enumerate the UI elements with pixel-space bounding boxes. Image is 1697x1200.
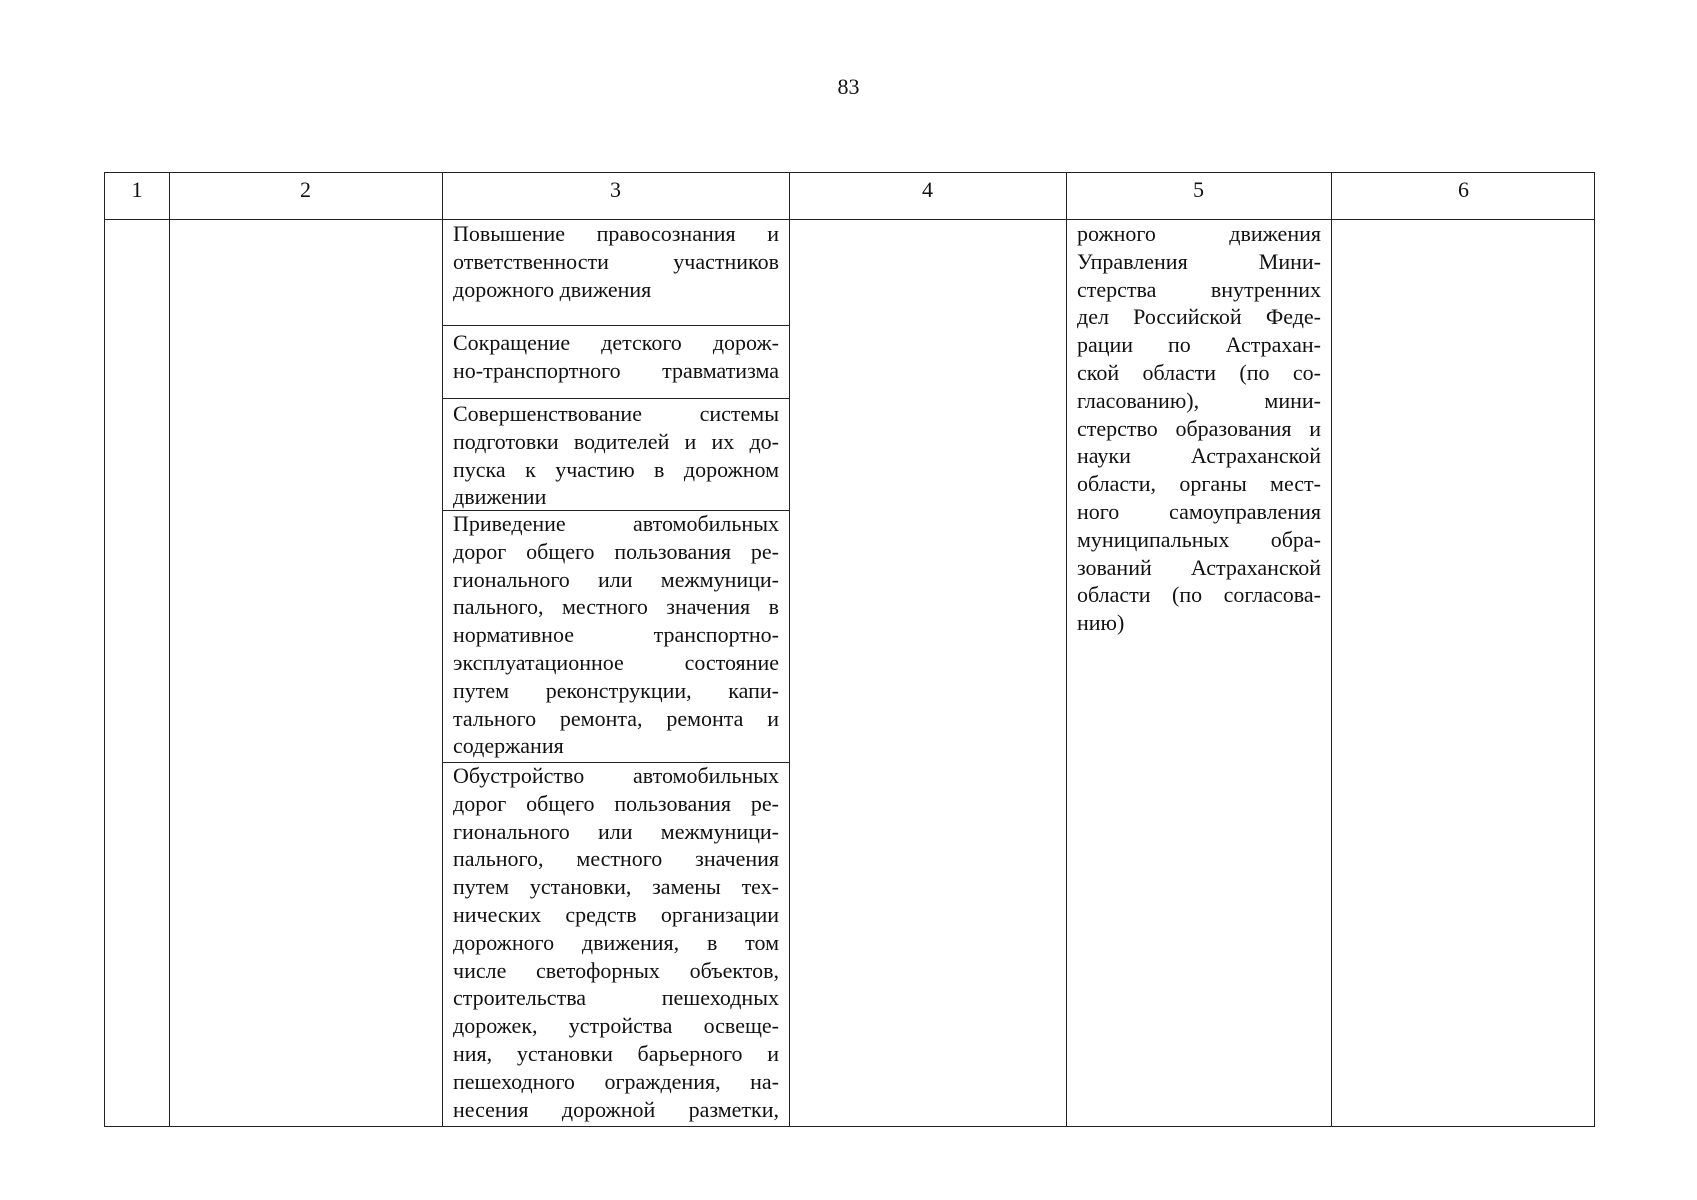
text-line: стерства внутренних	[1077, 276, 1321, 302]
text-line: Приведение автомобильных	[453, 511, 779, 536]
text-line: Обустройство автомобильных	[453, 763, 779, 788]
text-line: путем установки, замены тех-	[453, 874, 779, 900]
header-cell-2: 2	[300, 177, 311, 202]
text-line: пешеходного ограждения, на-	[453, 1068, 779, 1094]
text-line: рации по Астрахан-	[1077, 332, 1321, 358]
text-line: строительства пешеходных	[453, 985, 779, 1011]
text-line: дорожек, устройства освеще-	[453, 1013, 779, 1039]
text-line: тального ремонта, ремонта и	[453, 705, 779, 731]
text-line: Управления Мини-	[1077, 248, 1321, 274]
header-divider	[105, 219, 1594, 220]
text-line: дорожного движения, в том	[453, 929, 779, 955]
text-line: Повышение правосознания и	[453, 221, 779, 246]
header-cell-3: 3	[610, 177, 621, 202]
measure-cell	[453, 762, 779, 1123]
text-line: эксплуатационное состояние	[453, 649, 779, 675]
table	[104, 172, 1595, 1127]
text-line: движении	[453, 484, 547, 510]
text-line: пуска к участию в дорожном	[453, 456, 779, 482]
row-divider	[442, 398, 789, 399]
text-line: ответственности участников	[453, 248, 779, 274]
column-divider	[1331, 173, 1332, 1126]
measure-cell	[453, 220, 779, 303]
text-line: нических средств организации	[453, 901, 779, 927]
text-line: стерство образования и	[1077, 415, 1321, 441]
text-line: ного самоуправления	[1077, 498, 1321, 524]
column-divider	[789, 173, 790, 1126]
text-line: пального, местного значения	[453, 846, 779, 872]
text-line: Сокращение детского дорож-	[453, 330, 779, 355]
text-line: подготовки водителей и их до-	[453, 428, 779, 454]
text-line: дорожного движения	[453, 276, 652, 302]
text-line: нию)	[1077, 610, 1125, 636]
header-cell-6: 6	[1458, 177, 1469, 202]
measure-cell	[453, 329, 779, 385]
responsible-cell	[1077, 220, 1321, 637]
text-line: но-транспортного травматизма	[453, 357, 779, 383]
text-line: рожного движения	[1077, 221, 1321, 246]
text-line: области (по согласова-	[1077, 582, 1321, 608]
text-line: Совершенствование системы	[453, 401, 779, 426]
text-line: науки Астраханской	[1077, 443, 1321, 469]
text-line: нормативное транспортно-	[453, 622, 779, 648]
header-cell-4: 4	[922, 177, 933, 202]
text-line: числе светофорных объектов,	[453, 957, 779, 983]
text-line: области, органы мест-	[1077, 471, 1321, 497]
measure-cell	[453, 510, 779, 760]
text-line: пального, местного значения в	[453, 594, 779, 620]
header-cell-5: 5	[1193, 177, 1204, 202]
text-line: дорог общего пользования ре-	[453, 538, 779, 564]
header-cell-1: 1	[131, 177, 143, 202]
text-line: содержания	[453, 733, 564, 759]
text-line: ния, установки барьерного и	[453, 1040, 779, 1066]
text-line: муниципальных обра-	[1077, 526, 1321, 552]
text-line: путем реконструкции, капи-	[453, 677, 779, 703]
text-line: дорог общего пользования ре-	[453, 790, 779, 816]
text-line: гионального или межмуници-	[453, 818, 779, 844]
row-divider	[442, 325, 789, 326]
column-divider	[1066, 173, 1067, 1126]
measure-cell	[453, 400, 779, 511]
text-line: гласованию), мини-	[1077, 387, 1321, 413]
column-divider	[169, 173, 170, 1126]
text-line: ской области (по со-	[1077, 359, 1321, 385]
column-divider	[442, 173, 443, 1126]
text-line: дел Российской Феде-	[1077, 304, 1321, 330]
text-line: несения дорожной разметки,	[453, 1096, 779, 1122]
text-line: гионального или межмуници-	[453, 566, 779, 592]
page-number: 83	[837, 74, 860, 99]
text-line: зований Астраханской	[1077, 554, 1321, 580]
